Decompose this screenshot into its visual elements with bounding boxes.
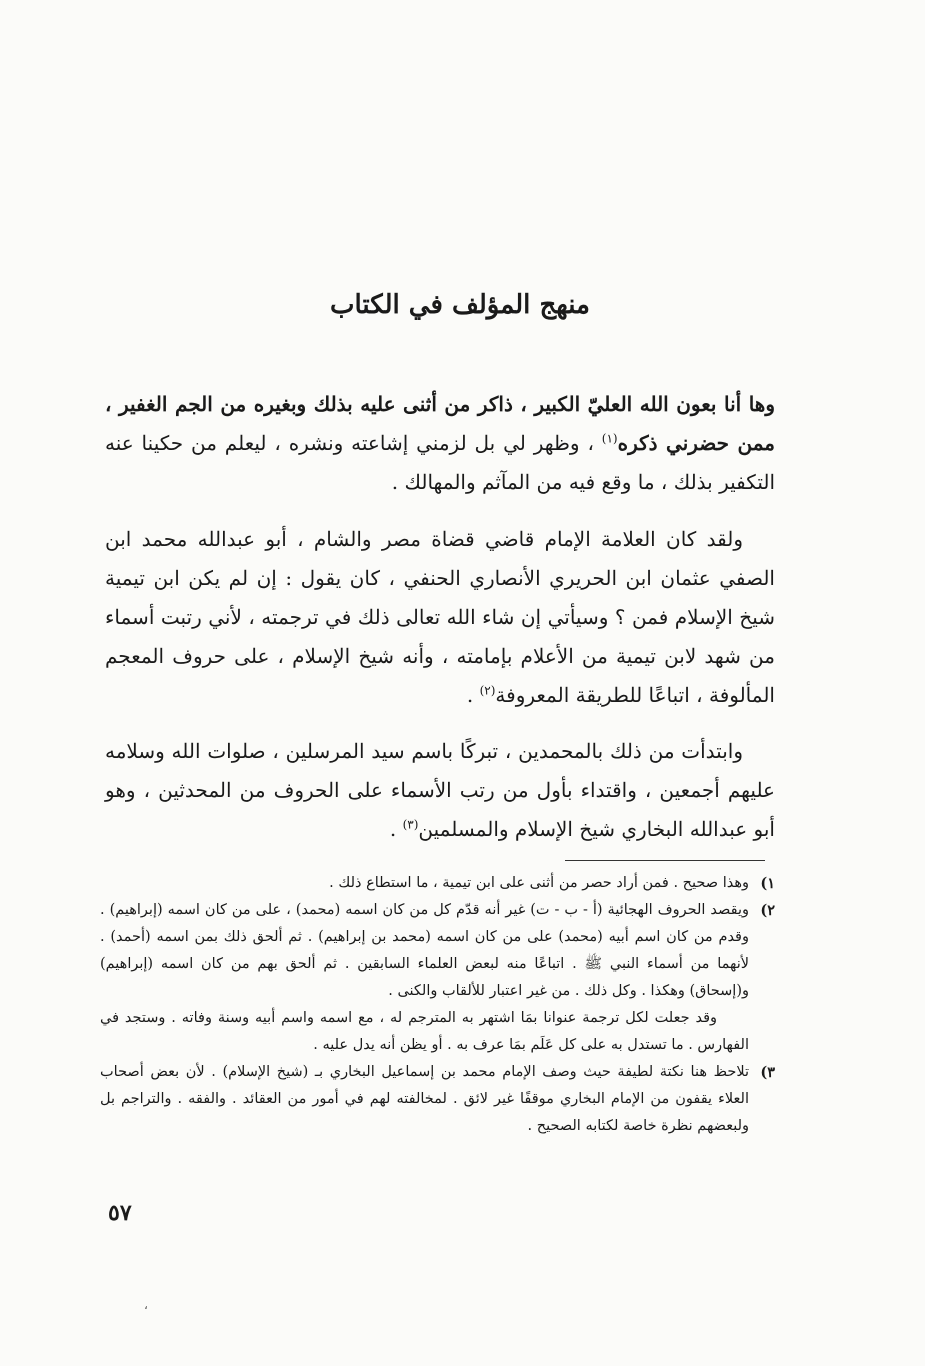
footnote-ref-1[interactable]: (١): [601, 431, 618, 446]
paragraph-2-end: .: [466, 683, 480, 707]
footnotes: [100, 870, 775, 1140]
footnote-number: ٣): [760, 1064, 775, 1081]
paragraph-1-bold-text: وها أنا بعون الله العليّ الكبير ، ذاكر من أثنى عليه بذلك وبغيره من الجم الغفير ، ممن حضرني ذكره: [105, 392, 775, 455]
paragraph-3-end: .: [389, 817, 403, 841]
footnote-divider: [565, 860, 765, 861]
footnote-1: [100, 870, 775, 897]
paragraph-3: [105, 732, 775, 849]
paragraph-1-text: ، وظهر لي بل لزمني إشاعته ونشره ، ليعلم من حكينا عنه التكفير بذلك ، ما وقع فيه من المآثم والمهالك .: [105, 431, 775, 494]
footnote-text: وهذا صحيح . فمن أراد حصر من أثنى على ابن تيمية ، ما استطاع ذلك .: [329, 875, 749, 891]
page-number: ٥٧: [108, 1200, 132, 1226]
paragraph-2: [105, 520, 775, 715]
page-mark: ،: [144, 1298, 148, 1312]
footnote-text: تلاحظ هنا نكتة لطيفة حيث وصف الإمام محمد بن إسماعيل البخاري بـ (شيخ الإسلام) . لأن بعض أصحاب العلاء يقفون من الإمام البخاري موقفًا غير لائق . لمخالفته لهم في أمور من العقائد . والفقه . والتراجم بل ولبعضهم نظرة خاصة لكتابه الصحيح .: [100, 1064, 749, 1134]
footnote-number: ١): [760, 875, 775, 892]
footnote-ref-2[interactable]: (٢): [479, 683, 496, 698]
footnote-2: [100, 897, 775, 1059]
footnote-ref-3[interactable]: (٣): [402, 817, 419, 832]
footnote-text: ويقصد الحروف الهجائية (أ - ب - ت) غير أنه قدّم كل من كان اسمه (محمد) ، على من كان اسمه (إبراهيم) . وقدم من كان اسم أبيه (محمد) على من كان اسمه (محمد بن إبراهيم) . ثم ألحق ذلك بمن اسمه (أحمد) . لأنهما من أسماء النبي ﷺ . اتباعًا منه لبعض العلماء السابقين . ثم ألحق بهم من كان اسمه (إبراهيم) و(إسحاق) وهكذا . وكل ذلك . من غير اعتبار للألقاب والكنى .: [100, 902, 749, 999]
paragraph-1: [105, 385, 775, 502]
paragraph-2-text: ولقد كان العلامة الإمام قاضي قضاة مصر والشام ، أبو عبدالله محمد ابن الصفي عثمان ابن الحريري الأنصاري الحنفي ، كان يقول : إن لم يكن ابن تيمية شيخ الإسلام فمن ؟ وسيأتي إن شاء الله تعالى ذلك في ترجمته ، لأني رتبت أسماء من شهد لابن تيمية من الأعلام بإمامته ، وأنه شيخ الإسلام ، على حروف المعجم المألوفة ، اتباعًا للطريقة المعروفة: [105, 527, 775, 707]
footnote-3: [100, 1059, 775, 1140]
footnote-text: وقد جعلت لكل ترجمة عنوانا بمَا اشتهر به المترجم له ، مع اسمه واسم أبيه وسنة وفاته . وستجد في الفهارس . ما تستدل به على كل عَلَم بمَا عرف به . أو يظن أنه يدل عليه .: [100, 1010, 749, 1053]
chapter-title: منهج المؤلف في الكتاب: [330, 290, 590, 320]
footnote-number: ٢): [760, 902, 775, 919]
paragraph-3-text: وابتدأت من ذلك بالمحمدين ، تبركًا باسم سيد المرسلين ، صلوات الله وسلامه عليهم أجمعين ، واقتداء بأول من رتب الأسماء على الحروف من المحدثين ، وهو أبو عبدالله البخاري شيخ الإسلام والمسلمين: [105, 739, 775, 841]
